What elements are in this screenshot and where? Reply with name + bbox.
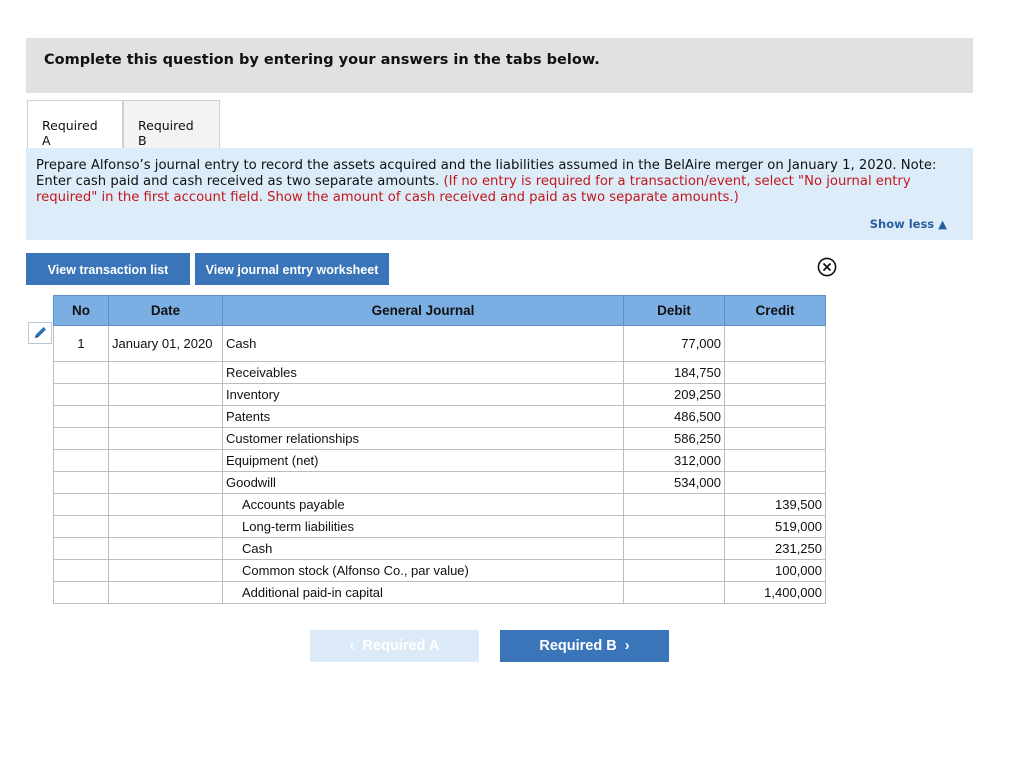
cell-debit [624,494,725,516]
prev-button-label: Required A [362,638,440,654]
cell-no [54,472,109,494]
tab-bar [27,100,220,149]
chevron-left-icon: ‹ [349,638,363,654]
cell-account: Cash [223,326,624,362]
cell-date: January 01, 2020 [109,326,223,362]
cell-credit [725,472,826,494]
cell-date [109,494,223,516]
instructions-text: Prepare Alfonso’s journal entry to record the assets acquired and the liabilities assumed in the BelAire merger on January 1, 2020. Note: Enter cash paid and cash received as two separate amounts. [36,158,937,189]
cell-date [109,516,223,538]
table-row [54,516,826,538]
cell-account: Additional paid-in capital [223,582,624,604]
cell-account: Common stock (Alfonso Co., par value) [223,560,624,582]
cell-no [54,384,109,406]
table-row [54,326,826,362]
view-journal-entry-worksheet-button[interactable]: View journal entry worksheet [195,253,389,285]
cell-date [109,406,223,428]
cell-credit: 231,250 [725,538,826,560]
cell-account: Inventory [223,384,624,406]
cell-no [54,450,109,472]
cell-account: Equipment (net) [223,450,624,472]
view-transaction-list-button[interactable]: View transaction list [26,253,190,285]
next-button-label: Required B [539,638,617,654]
cell-debit [624,582,725,604]
cell-no [54,538,109,560]
cell-account: Long-term liabilities [223,516,624,538]
cell-no [54,362,109,384]
cell-debit [624,538,725,560]
table-row [54,538,826,560]
journal-header-row [54,296,826,326]
question-header-title: Complete this question by entering your answers in the tabs below. [44,52,600,68]
pencil-icon [29,323,51,343]
cell-debit: 209,250 [624,384,725,406]
cell-account: Receivables [223,362,624,384]
cell-debit [624,516,725,538]
table-row [54,362,826,384]
cell-account: Cash [223,538,624,560]
cell-debit: 184,750 [624,362,725,384]
instructions-note: (If no entry is required for a transaction/event, select "No journal entry required" in the first account field. Show the amount of cash received and paid as two separate amounts.) [36,174,911,205]
cell-no [54,582,109,604]
cell-credit [725,406,826,428]
cell-debit: 534,000 [624,472,725,494]
cell-no [54,516,109,538]
table-row [54,384,826,406]
table-row [54,560,826,582]
cell-account: Patents [223,406,624,428]
cell-debit: 77,000 [624,326,725,362]
table-row [54,472,826,494]
tab-required-a[interactable]: Required A [27,100,123,148]
cell-date [109,450,223,472]
chevron-right-icon: › [616,638,630,654]
cell-date [109,538,223,560]
cell-date [109,384,223,406]
cell-credit [725,450,826,472]
cell-date [109,582,223,604]
cell-no [54,406,109,428]
cell-credit [725,362,826,384]
cell-debit: 486,500 [624,406,725,428]
cell-debit [624,560,725,582]
cell-credit: 519,000 [725,516,826,538]
cell-credit [725,384,826,406]
cell-credit [725,428,826,450]
cell-debit: 312,000 [624,450,725,472]
cell-account: Customer relationships [223,428,624,450]
cell-no: 1 [54,326,109,362]
table-row [54,582,826,604]
cell-date [109,428,223,450]
next-required-b-button[interactable] [500,630,669,662]
col-header-debit: Debit [624,296,725,326]
journal-table [53,295,826,604]
cell-no [54,428,109,450]
prev-required-a-button[interactable] [310,630,479,662]
col-header-no: No [54,296,109,326]
table-row [54,406,826,428]
instructions-panel [26,148,973,240]
cell-debit: 586,250 [624,428,725,450]
col-header-account: General Journal [223,296,624,326]
table-row [54,450,826,472]
cell-credit: 1,400,000 [725,582,826,604]
question-header [26,38,973,93]
cell-date [109,362,223,384]
cell-account: Accounts payable [223,494,624,516]
cell-date [109,472,223,494]
table-row [54,494,826,516]
cell-credit [725,326,826,362]
col-header-date: Date [109,296,223,326]
show-less-link[interactable]: Show less ▲ [869,217,947,231]
cell-credit: 100,000 [725,560,826,582]
cell-no [54,560,109,582]
cell-no [54,494,109,516]
close-icon[interactable] [817,257,837,277]
col-header-credit: Credit [725,296,826,326]
cell-credit: 139,500 [725,494,826,516]
tab-required-b[interactable]: Required B [123,100,220,148]
cell-date [109,560,223,582]
cell-account: Goodwill [223,472,624,494]
table-row [54,428,826,450]
edit-entry-button[interactable] [28,322,52,344]
